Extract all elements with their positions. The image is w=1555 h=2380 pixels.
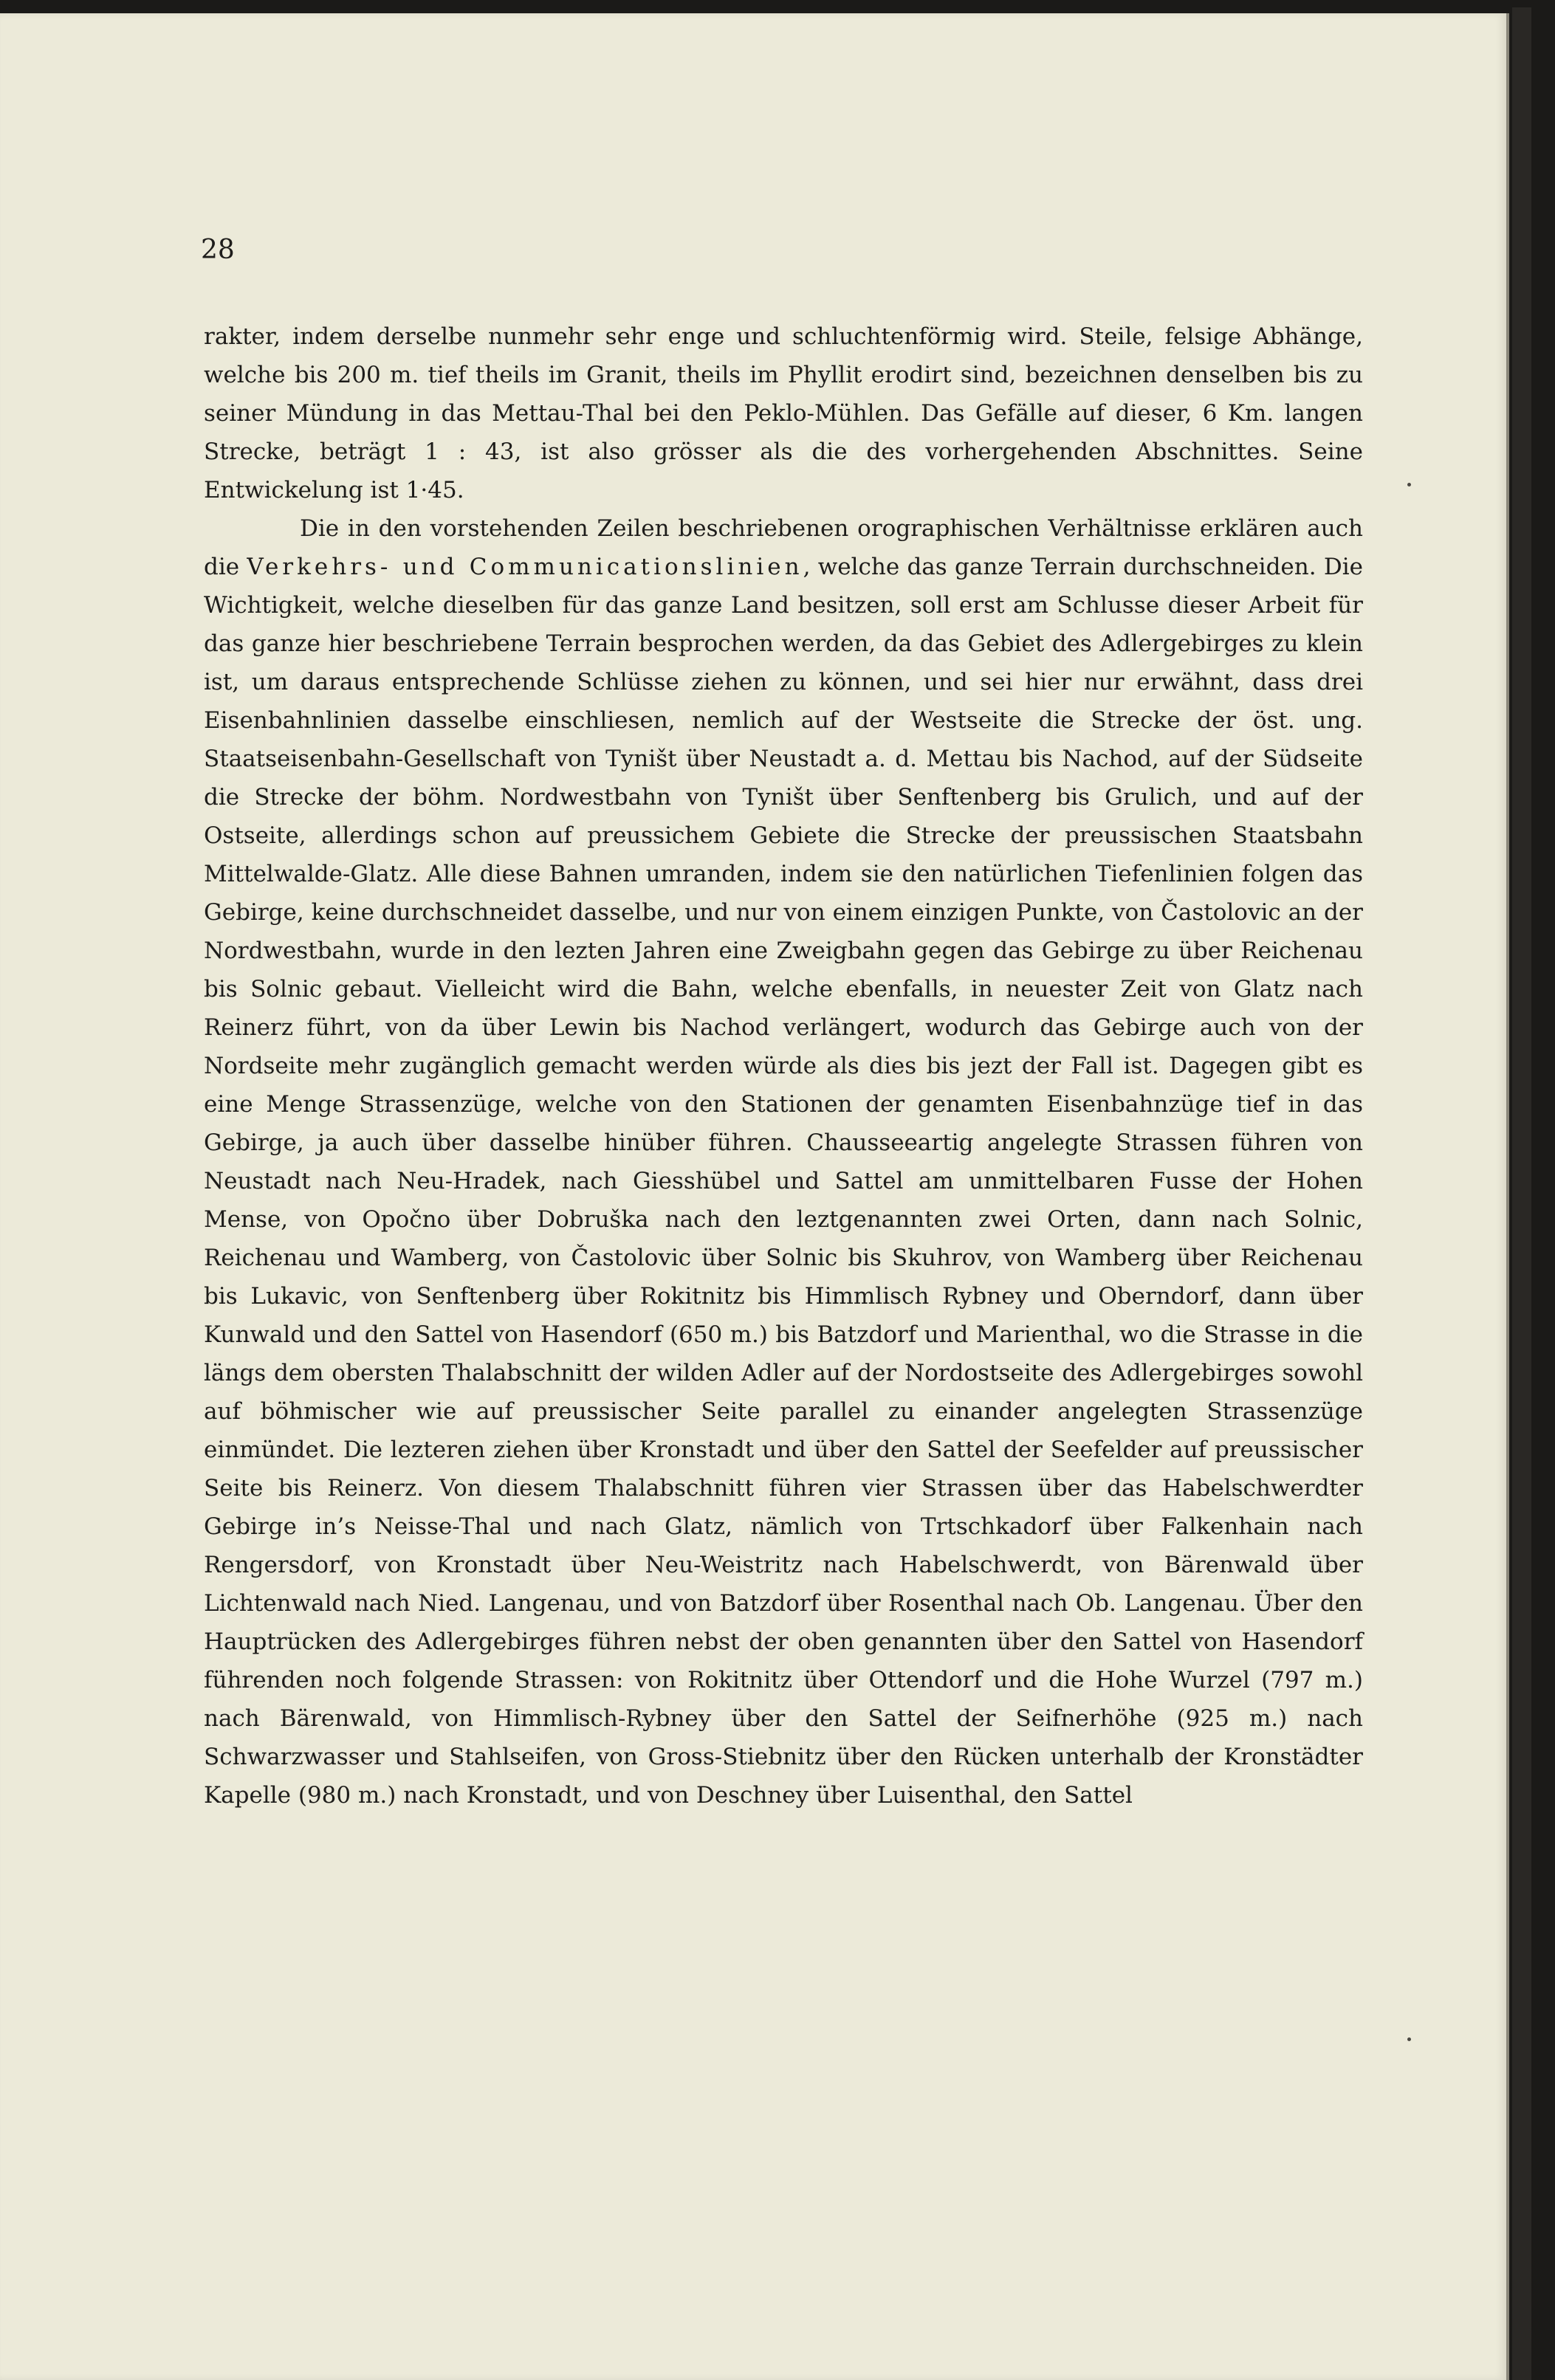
paragraph-2 [204,509,1363,1815]
margin-speck [1407,483,1411,486]
margin-speck [1407,2037,1411,2041]
paragraph-2-rest: , welche das ganze Terrain durchschneiden. Die Wichtigkeit, welche dieselben für das ganze Land besitzen, soll erst am Schlusse dieser Arbeit für das ganze hier beschriebene Terrain besprochen werden, da das Gebiet des Adlergebirges zu klein ist, um daraus entsprechende Schlüsse ziehen zu können, und sei hier nur erwähnt, dass drei Eisenbahnlinien dasselbe einschliesen, nemlich auf der Westseite die Strecke der öst. ung. Staatseisenbahn-Gesellschaft von Tyništ über Neustadt a. d. Mettau bis Nachod, auf der Südseite die Strecke der böhm. Nordwestbahn von Tyništ über Senftenberg bis Grulich, und auf der Ostseite, allerdings schon auf preussichem Gebiete die Strecke der preussischen Staatsbahn Mittelwalde-Glatz. Alle diese Bahnen umranden, indem sie den natürlichen Tiefenlinien folgen das Gebirge, keine durchschneidet dasselbe, und nur von einem einzigen Punkte, von Častolovic an der Nordwestbahn, wurde in den lezten Jahren eine Zweigbahn gegen das Gebirge zu über Reichenau bis Solnic gebaut. Vielleicht wird die Bahn, welche ebenfalls, in neuester Zeit von Glatz nach Reinerz führt, von da über Lewin bis Nachod verlängert, wodurch das Gebirge auch von der Nordseite mehr zugänglich gemacht werden würde als dies bis jezt der Fall ist. Dagegen gibt es eine Menge Strassenzüge, welche von den Stationen der genamten Eisenbahnzüge tief in das Gebirge, ja auch über dasselbe hinüber führen. Chausseeartig angelegte Strassen führen von Neustadt nach Neu-Hradek, nach Giesshübel und Sattel am unmittelbaren Fusse der Hohen Mense, von Opočno über Dobruška nach den leztgenannten zwei Orten, dann nach Solnic, Reichenau und Wamberg, von Častolovic über Solnic bis Skuhrov, von Wamberg über Reichenau bis Lukavic, von Senftenberg über Rokitnitz bis Himmlisch Rybney und Oberndorf, dann über Kunwald und den Sattel von Hasendorf (650 m.) bis Batzdorf und Marienthal, wo die Strasse in die längs dem obersten Thalabschnitt der wilden Adler auf der Nordostseite des Adlergebirges sowohl auf böhmischer wie auf preussischer Seite parallel zu einander angelegten Strassenzüge einmündet. Die lezteren ziehen über Kronstadt und über den Sattel der Seefelder auf preussischer Seite bis Reinerz. Von diesem Thalabschnitt führen vier Strassen über das Habelschwerdter Gebirge in’s Neisse-Thal und nach Glatz, nämlich von Trtschkadorf über Falkenhain nach Rengersdorf, von Kronstadt über Neu-Weistritz nach Habelschwerdt, von Bärenwald über Lichtenwald nach Nied. Langenau, und von Batzdorf über Rosenthal nach Ob. Langenau. Über den Hauptrücken des Adlergebirges führen nebst der oben genannten über den Sattel von Hasendorf führenden noch folgende Strassen: von Rokitnitz über Ottendorf und die Hohe Wurzel (797 m.) nach Bärenwald, von Himmlisch-Rybney über den Sattel der Seifnerhöhe (925 m.) nach Schwarzwasser und Stahlseifen, von Gross-Stiebnitz über den Rücken unterhalb der Kronstädter Kapelle (980 m.) nach Kronstadt, und von Deschney über Luisenthal, den Sattel [204,554,1363,1809]
paragraph-1: rakter, indem derselbe nunmehr sehr enge und schluchtenförmig wird. Steile, felsige Abhänge, welche bis 200 m. tief theils im Granit, theils im Phyllit erodirt sind, bezeichnen denselben bis zu seiner Mündung in das Mettau-Thal bei den Peklo-Mühlen. Das Gefälle auf dieser, 6 Km. langen Strecke, beträgt 1 : 43, ist also grösser als die des vorhergehenden Abschnittes. Seine Entwickelung ist 1·45. [204,323,1363,503]
book-page [0,13,1509,2380]
page-number: 28 [201,235,235,265]
paragraph-2-start: Die in den vorstehenden Zeilen beschriebenen orographischen Verhältnisse erklären auch die [204,515,1363,580]
spaced-emphasis: Verkehrs- und Communicationslinien [247,554,803,580]
book-spine-edge [1512,7,1531,2380]
body-text [204,317,1363,2111]
